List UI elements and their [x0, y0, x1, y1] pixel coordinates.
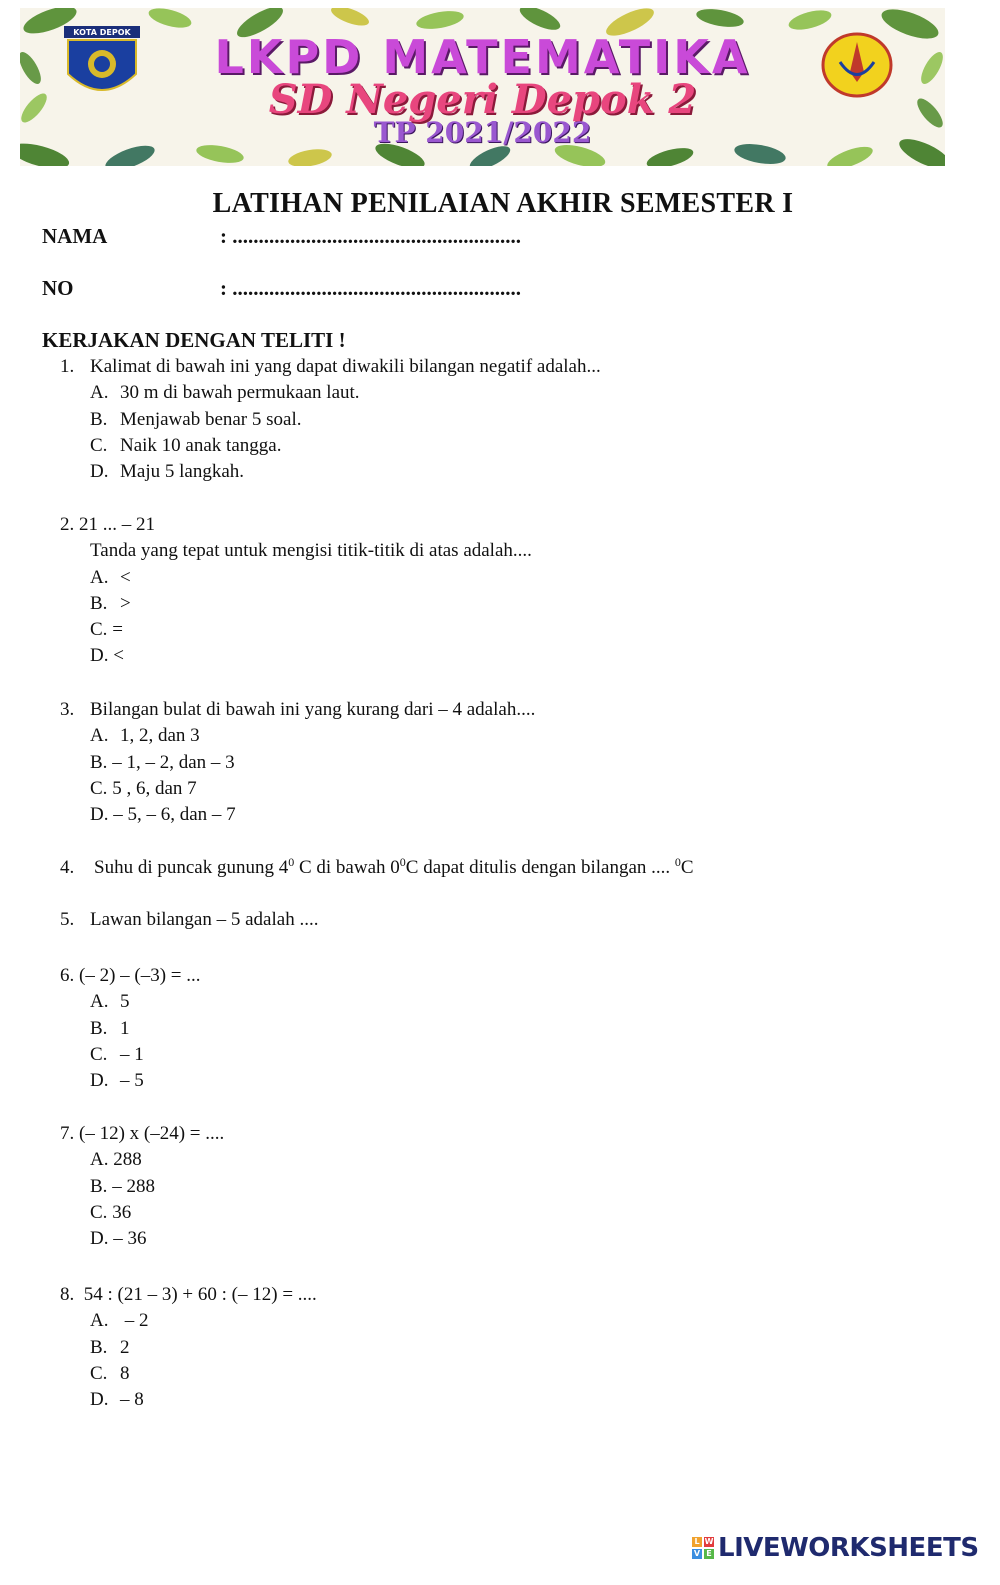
question-text: (– 12) x (–24) = ....: [79, 1123, 225, 1144]
instruction-heading: KERJAKAN DENGAN TELITI !: [42, 328, 346, 352]
question-number: 5.: [60, 909, 75, 930]
question-6: [60, 963, 201, 1094]
header-banner: [20, 8, 945, 166]
question-8: [60, 1282, 317, 1413]
number-input-line[interactable]: : .......................................................: [220, 276, 521, 300]
option-d[interactable]: D. – 5, – 6, dan – 7: [90, 804, 236, 826]
option-b[interactable]: B. Menjawab benar 5 soal.: [90, 408, 302, 430]
option-c[interactable]: C. – 1: [90, 1043, 144, 1065]
question-text: Suhu di puncak gunung $4^0$ C di bawah $0^0C$ dapat ditulis dengan bilangan .... $^0$C: [94, 855, 694, 878]
question-5: [60, 907, 318, 933]
question-text: Kalimat di bawah ini yang dapat diwakili bilangan negatif adalah...: [90, 356, 601, 377]
banner-title: LKPD MATEMATIKA: [214, 30, 751, 84]
name-label: NAMA: [42, 224, 108, 248]
option-c[interactable]: C. 5 , 6, dan 7: [90, 777, 197, 799]
option-b[interactable]: B. – 1, – 2, dan – 3: [90, 751, 235, 773]
question-3: [60, 697, 535, 828]
question-number: 8.: [60, 1284, 75, 1305]
option-c[interactable]: C. 8: [90, 1362, 130, 1384]
question-text: (– 2) – (–3) = ...: [79, 965, 201, 986]
question-number: 1.: [60, 356, 75, 377]
option-d[interactable]: D. – 36: [90, 1228, 147, 1250]
option-c[interactable]: C. =: [90, 619, 123, 641]
option-d[interactable]: D. <: [90, 645, 124, 667]
question-number: 6.: [60, 965, 75, 986]
kota-depok-caption: KOTA DEPOK: [73, 28, 131, 37]
question-text: Lawan bilangan – 5 adalah ....: [90, 909, 319, 930]
question-text: 54 : (21 – 3) + 60 : (– 12) = ....: [83, 1284, 317, 1305]
option-b[interactable]: B. >: [90, 592, 131, 614]
question-number: 3.: [60, 699, 75, 720]
option-a[interactable]: A. 5: [90, 991, 130, 1013]
option-c[interactable]: C. Naik 10 anak tangga.: [90, 434, 282, 456]
liveworksheets-watermark: [692, 1533, 979, 1563]
name-input-line[interactable]: : .......................................................: [220, 224, 521, 248]
option-c[interactable]: C. 36: [90, 1201, 132, 1223]
banner-school-name: SD Negeri Depok 2: [268, 76, 697, 123]
question-1: [60, 354, 601, 485]
question-number: 7.: [60, 1123, 75, 1144]
option-b[interactable]: B. – 288: [90, 1175, 155, 1197]
question-subtext: Tanda yang tepat untuk mengisi titik-titik di atas adalah....: [90, 540, 532, 562]
question-number: 4.: [60, 857, 75, 878]
question-text: Bilangan bulat di bawah ini yang kurang dari – 4 adalah....: [90, 699, 536, 720]
option-d[interactable]: D. – 5: [90, 1070, 144, 1092]
question-7: [60, 1121, 224, 1252]
option-a[interactable]: A. – 2: [90, 1310, 149, 1332]
question-4: [60, 855, 694, 881]
question-2: [60, 512, 532, 670]
question-number: 2.: [60, 514, 75, 535]
option-b[interactable]: B. 2: [90, 1336, 130, 1358]
option-a[interactable]: A. 1, 2, dan 3: [90, 725, 200, 747]
liveworksheets-brand: LIVEWORKSHEETS: [718, 1533, 979, 1563]
option-b[interactable]: B. 1: [90, 1017, 130, 1039]
option-a[interactable]: A. <: [90, 566, 131, 588]
option-a[interactable]: A. 288: [90, 1149, 142, 1171]
option-a[interactable]: A. 30 m di bawah permukaan laut.: [90, 382, 360, 404]
banner-school-year: TP 2021/2022: [373, 116, 592, 149]
question-text: 21 ... – 21: [79, 514, 155, 535]
page-title: LATIHAN PENILAIAN AKHIR SEMESTER I: [212, 188, 794, 219]
number-label: NO: [42, 276, 74, 300]
option-d[interactable]: D. – 8: [90, 1389, 144, 1411]
option-d[interactable]: D. Maju 5 langkah.: [90, 461, 245, 483]
liveworksheets-logo-icon: L W V E: [693, 1537, 714, 1558]
